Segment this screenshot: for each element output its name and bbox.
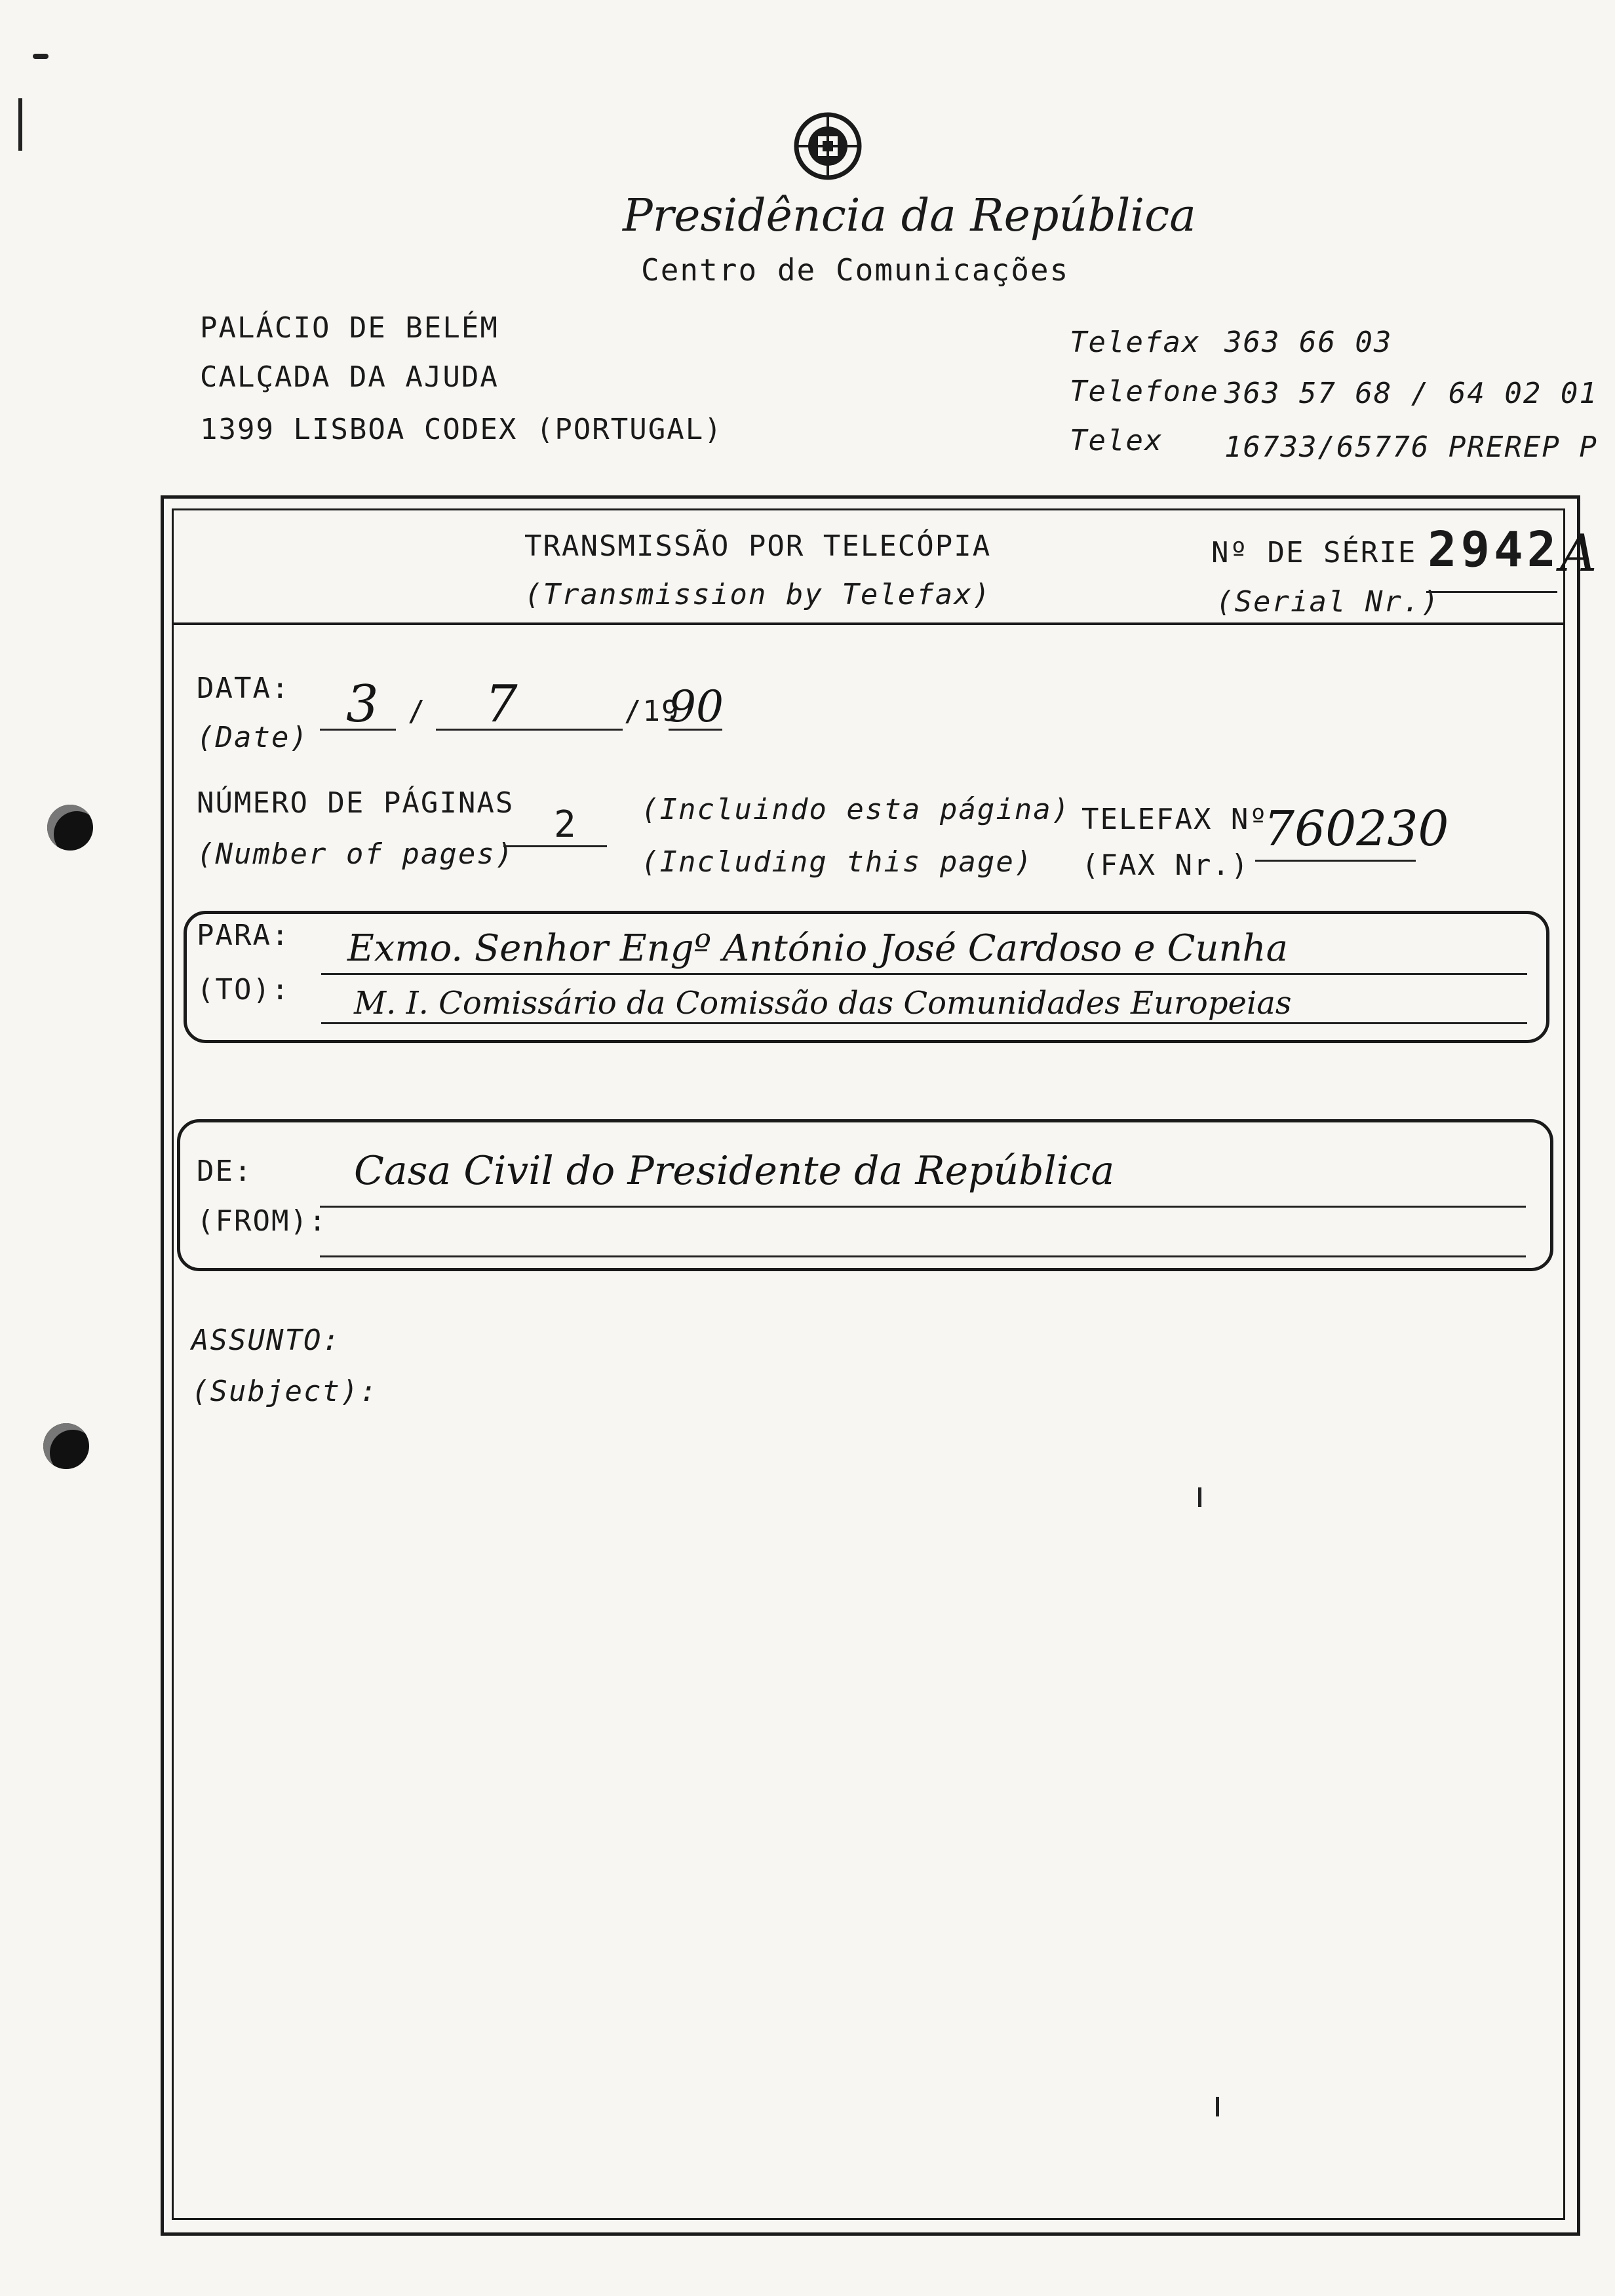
subject-label-pt: ASSUNTO: [191, 1324, 341, 1357]
to-line-1: Exmo. Senhor Engº António José Cardoso e Cunha [347, 927, 1288, 970]
address-line-2: CALÇADA DA AJUDA [200, 360, 499, 394]
telefone-value: 363 57 68 / 64 02 01 [1224, 377, 1598, 410]
serial-underline [1426, 591, 1557, 593]
fax-underline [1255, 860, 1416, 862]
form-header-divider [172, 622, 1564, 625]
form-heading-pt: TRANSMISSÃO POR TELECÓPIA [524, 529, 992, 563]
date-year-underline [669, 729, 722, 731]
date-day-underline [320, 729, 396, 731]
from-underline-2 [320, 1255, 1526, 1257]
form-heading-en: (Transmission by Telefax) [524, 578, 992, 611]
subject-label-en: (Subject): [191, 1375, 378, 1408]
from-box [177, 1119, 1553, 1271]
address-line-1: PALÁCIO DE BELÉM [200, 311, 499, 345]
fax-label-pt: TELEFAX Nº [1081, 803, 1268, 836]
telefone-label: Telefone [1070, 375, 1219, 408]
date-year-prefix: /19 [624, 695, 680, 728]
serial-number: 2942 [1428, 522, 1561, 578]
header-title: Presidência da República [623, 190, 1196, 242]
from-label-pt: DE: [197, 1155, 253, 1188]
punch-hole-bottom [43, 1423, 89, 1469]
scan-speck [18, 98, 22, 151]
date-label-pt: DATA: [197, 672, 290, 705]
form-inner-frame [172, 508, 1565, 2220]
address-line-3: 1399 LISBOA CODEX (PORTUGAL) [200, 413, 723, 446]
pages-value: 2 [554, 803, 577, 846]
date-month: 7 [485, 675, 518, 734]
date-separator: / [408, 695, 427, 728]
pages-underline [503, 845, 607, 847]
to-underline-1 [321, 973, 1527, 975]
to-label-en: (TO): [197, 973, 290, 1006]
serial-label-pt: Nº DE SÉRIE [1211, 536, 1417, 569]
from-underline-1 [320, 1206, 1526, 1208]
scan-speck [1198, 1487, 1201, 1507]
telefax-label: Telefax [1070, 326, 1201, 359]
serial-label-en: (Serial Nr.) [1216, 585, 1440, 619]
pages-note-pt: (Incluindo esta página) [641, 793, 1071, 826]
from-line-1: Casa Civil do Presidente da República [354, 1148, 1115, 1194]
date-day: 3 [346, 675, 379, 734]
to-label-pt: PARA: [197, 919, 290, 952]
header-subtitle: Centro de Comunicações [641, 252, 1070, 288]
to-line-2: M. I. Comissário da Comissão das Comunidades Europeias [354, 985, 1292, 1022]
pages-label-en: (Number of pages) [197, 837, 515, 871]
to-underline-2 [321, 1022, 1527, 1024]
from-label-en: (FROM): [197, 1204, 328, 1238]
fax-label-en: (FAX Nr.) [1081, 849, 1250, 882]
coat-of-arms-emblem-icon [792, 110, 864, 182]
pages-label-pt: NÚMERO DE PÁGINAS [197, 786, 515, 820]
date-month-underline [436, 729, 623, 731]
telex-label: Telex [1070, 424, 1163, 457]
serial-suffix: A [1560, 524, 1597, 583]
fax-number: 760230 [1264, 801, 1449, 857]
date-year: 90 [669, 681, 724, 732]
scan-speck [33, 54, 49, 59]
telefax-value: 363 66 03 [1224, 326, 1393, 359]
date-label-en: (Date) [197, 721, 309, 754]
pages-note-en: (Including this page) [641, 845, 1034, 879]
scan-speck [1216, 2097, 1219, 2116]
punch-hole-top [47, 805, 93, 851]
telex-value: 16733/65776 PREREP P [1224, 430, 1598, 464]
